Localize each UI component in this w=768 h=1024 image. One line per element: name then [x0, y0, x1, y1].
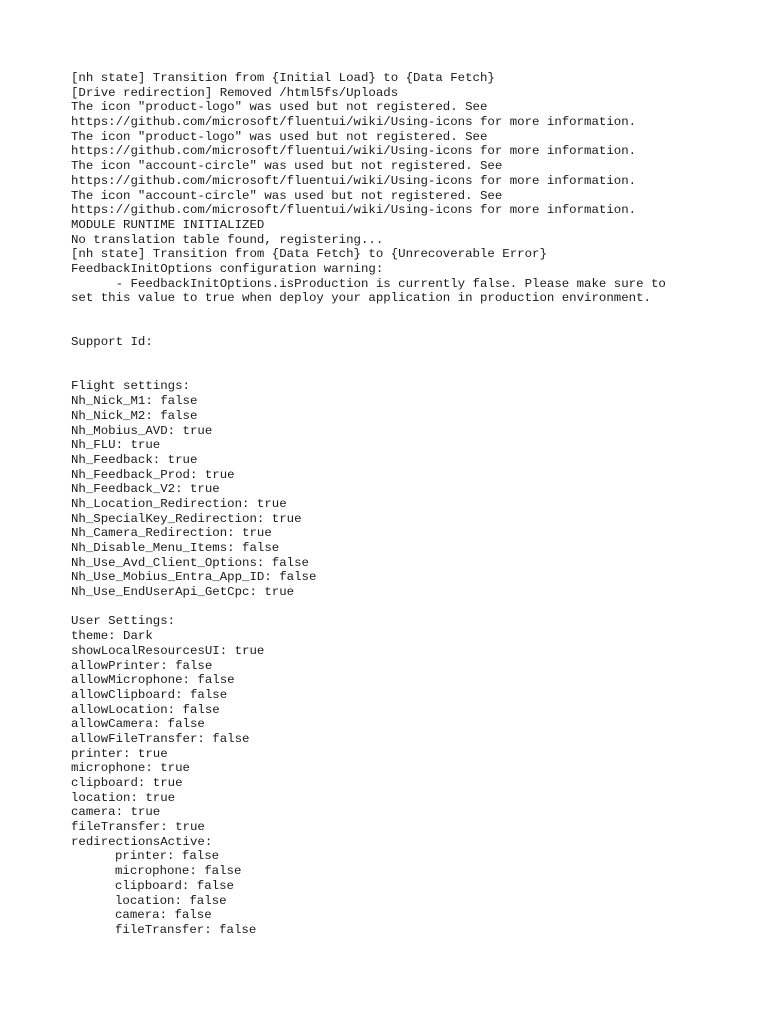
support-id-label: Support Id: [71, 335, 153, 350]
log-line: FeedbackInitOptions configuration warning: [71, 261, 384, 276]
log-line: The icon "account-circle" was used but not registered. See [71, 188, 503, 203]
log-line: https://github.com/microsoft/fluentui/wiki/Using-icons for more information. [71, 203, 637, 218]
diagnostic-log [71, 71, 761, 938]
user-setting: fileTransfer: true [71, 820, 205, 835]
spacer [71, 321, 761, 336]
spacer [71, 350, 761, 365]
log-line: https://github.com/microsoft/fluentui/wiki/Using-icons for more information. [71, 115, 637, 130]
flight-setting: Nh_Use_EndUserApi_GetCpc: true [71, 585, 295, 600]
user-setting: allowMicrophone: false [71, 673, 235, 688]
flight-setting: Nh_Feedback_Prod: true [71, 467, 235, 482]
flight-setting: Nh_Use_Mobius_Entra_App_ID: false [71, 570, 317, 585]
log-line: The icon "account-circle" was used but not registered. See [71, 159, 503, 174]
user-setting: printer: true [71, 746, 168, 761]
log-line: - FeedbackInitOptions.isProduction is currently false. Please make sure to [71, 276, 666, 291]
user-setting: microphone: true [71, 761, 190, 776]
redirections-active-heading: redirectionsActive: [71, 834, 213, 849]
redirection-setting: camera: false [115, 908, 212, 923]
log-line: The icon "product-logo" was used but not registered. See [71, 129, 488, 144]
log-line: [nh state] Transition from {Data Fetch} to {Unrecoverable Error} [71, 247, 547, 262]
user-setting: theme: Dark [71, 629, 153, 644]
flight-setting: Nh_Feedback: true [71, 452, 198, 467]
user-setting: showLocalResourcesUI: true [71, 643, 265, 658]
user-setting: allowCamera: false [71, 717, 205, 732]
flight-setting: Nh_Feedback_V2: true [71, 482, 220, 497]
flight-setting: Nh_FLU: true [71, 438, 161, 453]
redirection-setting: microphone: false [115, 864, 242, 879]
flight-setting: Nh_Disable_Menu_Items: false [71, 541, 280, 555]
flight-settings-heading: Flight settings: [71, 379, 190, 394]
user-setting: camera: true [71, 805, 161, 820]
redirection-setting: clipboard: false [115, 878, 234, 893]
user-setting: allowLocation: false [71, 702, 220, 717]
redirection-setting: location: false [115, 893, 227, 908]
log-line: No translation table found, registering... [71, 232, 384, 247]
spacer [71, 600, 761, 615]
log-line: set this value to true when deploy your application in production environment. [71, 291, 651, 306]
log-line: https://github.com/microsoft/fluentui/wiki/Using-icons for more information. [71, 173, 637, 188]
user-setting: allowClipboard: false [71, 687, 228, 702]
user-setting: clipboard: true [71, 776, 183, 790]
flight-setting: Nh_Mobius_AVD: true [71, 423, 213, 438]
flight-setting: Nh_Camera_Redirection: true [71, 526, 272, 541]
spacer [71, 365, 761, 380]
user-setting: allowFileTransfer: false [71, 731, 250, 746]
flight-setting: Nh_Use_Avd_Client_Options: false [71, 555, 309, 570]
user-setting: allowPrinter: false [71, 658, 213, 673]
log-line: https://github.com/microsoft/fluentui/wiki/Using-icons for more information. [71, 144, 637, 159]
redirection-setting: printer: false [115, 849, 220, 864]
flight-setting: Nh_Nick_M1: false [71, 394, 198, 409]
log-line: MODULE RUNTIME INITIALIZED [71, 217, 265, 232]
user-setting: location: true [71, 790, 176, 805]
spacer [71, 306, 761, 321]
redirection-setting: fileTransfer: false [115, 922, 257, 937]
log-line: The icon "product-logo" was used but not registered. See [71, 100, 488, 115]
flight-setting: Nh_Nick_M2: false [71, 408, 198, 423]
user-settings-heading: User Settings: [71, 614, 176, 629]
flight-setting: Nh_SpecialKey_Redirection: true [71, 511, 302, 526]
log-line: [Drive redirection] Removed /html5fs/Uploads [71, 85, 399, 100]
log-line: [nh state] Transition from {Initial Load} to {Data Fetch} [71, 71, 495, 85]
flight-setting: Nh_Location_Redirection: true [71, 496, 287, 511]
